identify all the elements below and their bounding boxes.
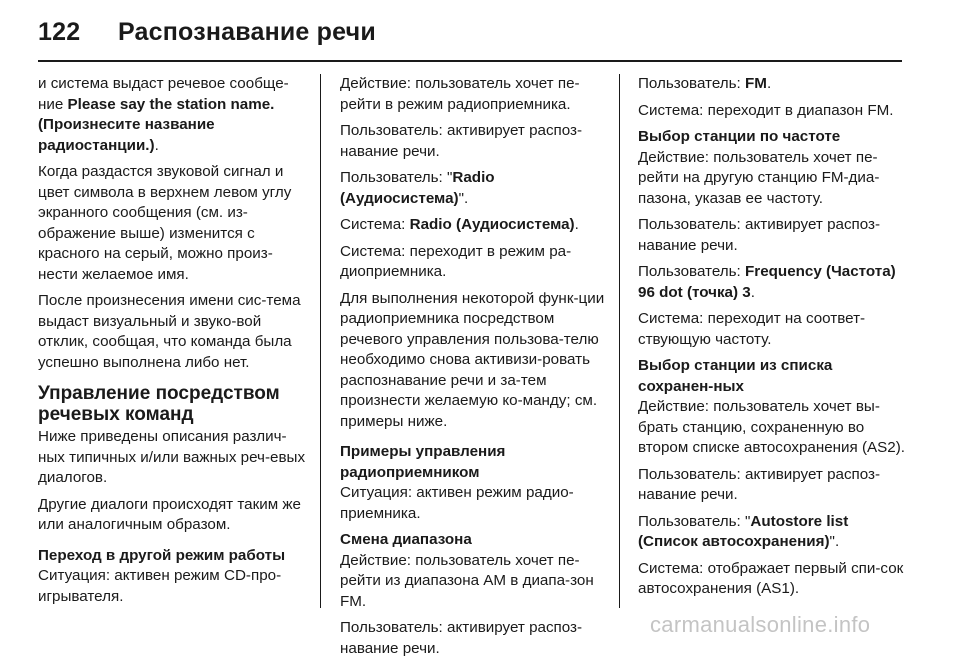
paragraph: Пользователь: активирует распоз-навание речи. xyxy=(638,465,881,503)
command-text: Radio (Аудиосистема) xyxy=(340,169,495,207)
paragraph: Для выполнения некоторой функ-ции радиоприемника посредством речевого управления пользова-телю необходимо снова активизи-ровать распознавание речи и за-тем произнести желаемую ко-манду; см. примеры ниже. xyxy=(340,289,605,430)
paragraph: Действие: пользователь хочет пе-рейти из диапазона АМ в диапа-зон FM. xyxy=(340,551,594,610)
text: Пользователь: xyxy=(638,75,745,92)
text: ". xyxy=(829,533,840,550)
command-text: FM xyxy=(745,75,767,92)
paragraph: Пользователь: активирует распоз-навание речи. xyxy=(340,619,583,657)
text: ". xyxy=(458,189,469,207)
prompt-text: Please say the station name. (Произнесите название радиостанции.) xyxy=(38,95,275,154)
paragraph: Пользователь: активирует распоз-навание речи. xyxy=(340,122,583,160)
subsection-heading: Примеры управления радиоприемником xyxy=(340,443,506,481)
paragraph: Действие: пользователь хочет пе-рейти на другую станцию FM-диа-пазона, указав ее частоту. xyxy=(638,148,880,207)
subsection-heading: Смена диапазона xyxy=(340,531,472,548)
column-1 xyxy=(38,74,306,613)
column-divider-2 xyxy=(619,74,620,608)
text: . xyxy=(766,75,772,92)
paragraph: Ситуация: активен режим CD-про-игрывателя. xyxy=(38,567,282,605)
paragraph xyxy=(638,262,906,303)
text: Система: xyxy=(340,216,410,233)
paragraph xyxy=(340,215,608,236)
watermark: carmanualsonline.info xyxy=(650,612,871,637)
command-text: Radio (Аудиосистема) xyxy=(409,216,575,233)
paragraph: Система: переходит в диапазон FM. xyxy=(638,101,894,119)
paragraph: Действие: пользователь хочет пе-рейти в режим радиоприемника. xyxy=(340,75,580,113)
text: Пользователь: xyxy=(638,263,745,280)
paragraph: Ситуация: активен режим радио-приемника. xyxy=(340,484,574,522)
column-2 xyxy=(340,74,608,665)
text: и система выдаст речевое сообще-ние xyxy=(38,75,289,113)
text: Пользователь: " xyxy=(340,169,453,186)
paragraph xyxy=(38,74,306,156)
paragraph: Действие: пользователь хочет вы-брать станцию, сохраненную во втором списке автосохранения (AS2). xyxy=(638,398,906,456)
page-title: Распознавание речи xyxy=(118,18,376,46)
subsection-heading: Выбор станции из списка сохранен-ных xyxy=(638,357,833,395)
text: . xyxy=(154,136,159,154)
paragraph xyxy=(638,74,906,95)
paragraph xyxy=(340,168,608,209)
paragraph: Когда раздастся звуковой сигнал и цвет символа в верхнем левом углу экранного сообщения (см. из-ображение выше) изменится с красного на серый, можно произ-нести желаемое имя. xyxy=(38,163,292,283)
page-number: 122 xyxy=(38,18,81,46)
subsection-heading: Выбор станции по частоте xyxy=(638,128,841,145)
text: . xyxy=(750,283,755,301)
paragraph: Система: отображает первый спи-сок автосохранения (AS1). xyxy=(638,559,904,597)
command-text: Frequency (Частота) 96 dot (точка) 3 xyxy=(638,263,896,301)
paragraph: Другие диалоги происходят таким же или аналогичным образом. xyxy=(38,495,301,533)
command-text: Autostore list (Список автосохранения) xyxy=(638,512,849,550)
column-divider-1 xyxy=(320,74,321,608)
subsection-heading: Переход в другой режим работы xyxy=(38,546,286,564)
section-heading: Управление посредством речевых команд xyxy=(38,383,280,425)
text: . xyxy=(574,216,579,233)
column-3 xyxy=(638,74,906,606)
page-header xyxy=(38,18,376,47)
paragraph: Пользователь: активирует распоз-навание речи. xyxy=(638,216,881,254)
paragraph: Система: переходит в режим ра-диоприемника. xyxy=(340,242,572,280)
paragraph xyxy=(638,512,906,553)
paragraph: После произнесения имени сис-тема выдаст визуальный и звуко-вой отклик, сообщая, что команда была успешно выполнена либо нет. xyxy=(38,292,301,371)
text: Пользователь: " xyxy=(638,512,751,530)
paragraph: Ниже приведены описания различ-ных типичных и/или важных реч-евых диалогов. xyxy=(38,428,306,486)
paragraph: Система: переходит на соответ-ствующую частоту. xyxy=(638,310,866,348)
header-rule xyxy=(38,60,902,62)
